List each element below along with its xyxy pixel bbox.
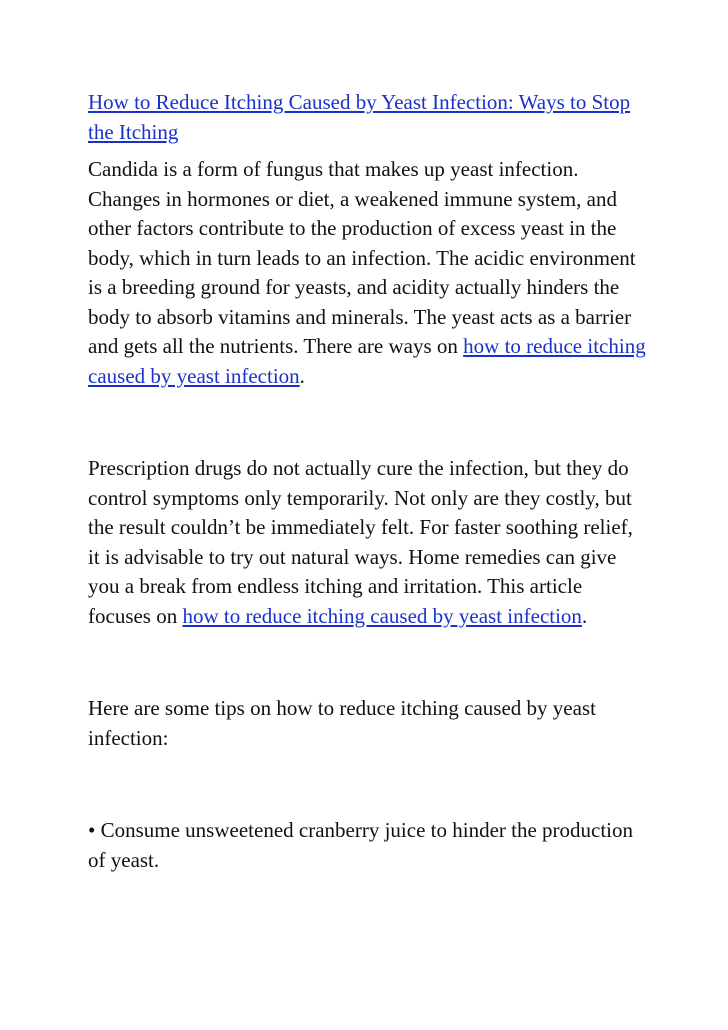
inline-link-reduce-itching-1[interactable]: how to reduce itching caused by yeast infection — [88, 334, 646, 388]
title-heading — [88, 88, 648, 147]
paragraph-candida-end: . — [299, 363, 305, 388]
inline-link-reduce-itching-2[interactable]: how to reduce itching caused by yeast infection — [182, 603, 582, 628]
paragraph-candida — [88, 155, 648, 391]
paragraph-prescription-end: . — [581, 603, 588, 628]
paragraph-prescription-text: Prescription drugs do not actually cure the infection, but they do control symptoms only temporarily. Not only are they costly, but the result couldn’t be immediately felt. For faster soothing relief, it is advisable to try out natural ways. Home remedies can give you a break from endless itching and irritation. This article focuses on — [88, 456, 633, 628]
bullet-item-cranberry: • Consume unsweetened cranberry juice to hinder the production of yeast. — [88, 818, 634, 872]
paragraph-candida-text: Candida is a form of fungus that makes up yeast infection. Changes in hormones or diet, a weakened immune system, and other factors contribute to the production of excess yeast in the body, which in turn leads to an infection. The acidic environment is a breeding ground for yeasts, and acidity actually hinders the body to absorb vitamins and minerals. The yeast acts as a barrier and gets all the nutrients. There are ways on — [88, 157, 636, 358]
title-link[interactable]: How to Reduce Itching Caused by Yeast Infection: Ways to Stop the Itching — [88, 90, 631, 144]
paragraph-prescription — [88, 454, 648, 631]
paragraph-tips-intro: Here are some tips on how to reduce itching caused by yeast infection: — [88, 696, 596, 750]
document-page — [88, 88, 648, 875]
